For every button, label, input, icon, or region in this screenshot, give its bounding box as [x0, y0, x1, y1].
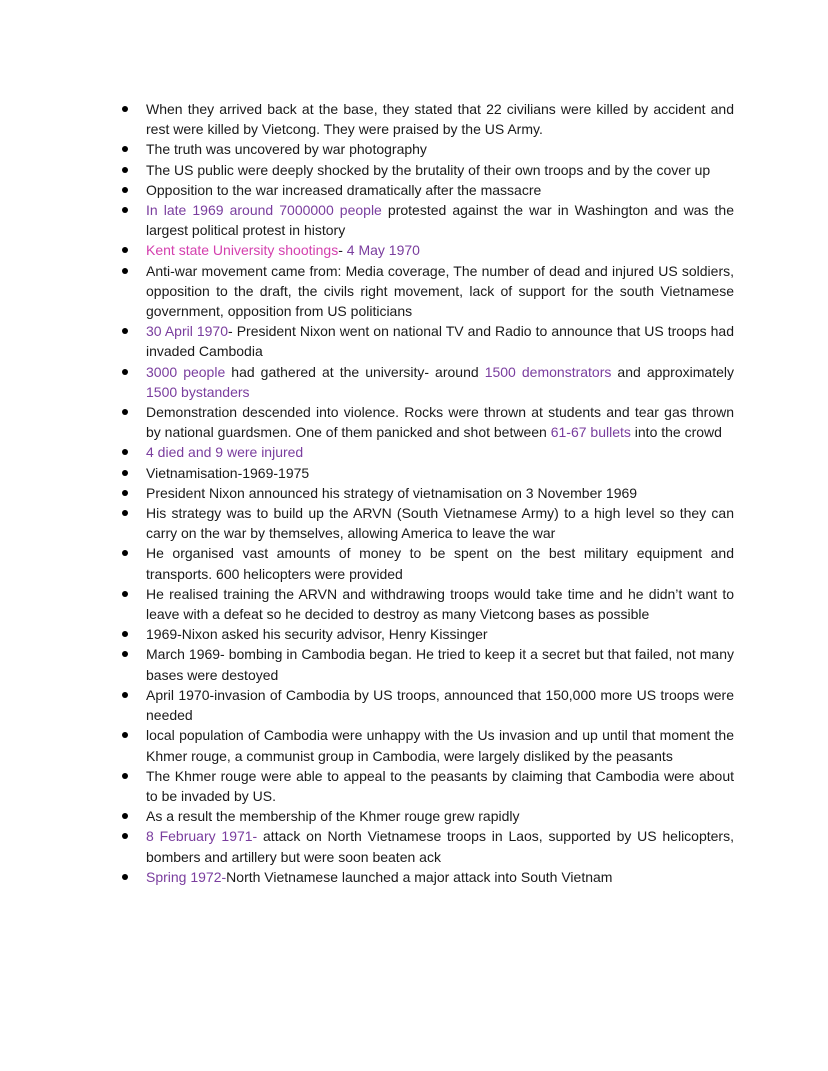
- bullet-list: [112, 99, 734, 887]
- bullet-text: into the crowd: [630, 424, 722, 441]
- bullet-item: [112, 240, 734, 260]
- bullet-text: The Khmer rouge were able to appeal to the peasants by claiming that Cambodia were about to be invaded by US.: [146, 767, 734, 804]
- bullet-item: [112, 766, 734, 806]
- highlighted-text: Kent state University shootings: [146, 242, 339, 259]
- highlighted-text: 3000 people: [146, 363, 226, 380]
- bullet-item: [112, 806, 734, 826]
- bullet-item: [112, 99, 734, 139]
- bullet-text: and approximately: [611, 363, 734, 380]
- bullet-item: [112, 624, 734, 644]
- highlighted-text: 61-67 bullets: [550, 424, 631, 441]
- bullet-item: [112, 362, 734, 402]
- bullet-text: Demonstration descended into violence. Rocks were thrown at students and tear gas thrown by national guardsmen. One of them panicked and shot between: [146, 404, 734, 441]
- bullet-text: When they arrived back at the base, they stated that 22 civilians were killed by accident and rest were killed by Vietcong. They were praised by the US Army.: [146, 101, 734, 138]
- bullet-text: 1969-Nixon asked his security advisor, Henry Kissinger: [146, 626, 488, 643]
- bullet-item: [112, 160, 734, 180]
- bullet-text: attack on North Vietnamese troops in Laos, supported by US helicopters, bombers and artillery but were soon beaten ack: [146, 828, 734, 865]
- bullet-item: [112, 463, 734, 483]
- bullet-text: local population of Cambodia were unhappy with the Us invasion and up until that moment the Khmer rouge, a communist group in Cambodia, were largely disliked by the peasants: [146, 727, 734, 764]
- bullet-text: He realised training the ARVN and withdrawing troops would take time and he didn’t want to leave with a defeat so he decided to destroy as many Vietcong bases as possible: [146, 585, 734, 623]
- bullet-text: His strategy was to build up the ARVN (South Vietnamese Army) to a high level so they can carry on the war by themselves, allowing America to leave the war: [146, 505, 734, 542]
- highlighted-text: 30 April 1970: [146, 323, 229, 340]
- bullet-text: The truth was uncovered by war photography: [146, 141, 427, 158]
- bullet-item: [112, 584, 734, 624]
- highlighted-text: In late 1969 around 7000000 people: [146, 202, 382, 219]
- bullet-item: [112, 200, 734, 240]
- bullet-item: [112, 483, 734, 503]
- bullet-item: [112, 442, 734, 462]
- bullet-text: April 1970-invasion of Cambodia by US troops, announced that 150,000 more US troops were needed: [146, 686, 734, 724]
- bullet-text: March 1969- bombing in Cambodia began. He tried to keep it a secret but that failed, not many bases were destoyed: [146, 646, 734, 683]
- bullet-text: The US public were deeply shocked by the brutality of their own troops and by the cover up: [146, 161, 711, 178]
- highlighted-text: Spring 1972-: [146, 868, 227, 885]
- bullet-text: - President Nixon went on national TV and Radio to announce that US troops had invaded Cambodia: [146, 323, 735, 360]
- bullet-item: [112, 543, 734, 583]
- bullet-item: [112, 139, 734, 159]
- bullet-item: [112, 321, 734, 361]
- highlighted-text: 4 May 1970: [346, 242, 420, 259]
- highlighted-text: 1500 demonstrators: [484, 363, 612, 380]
- bullet-text: President Nixon announced his strategy of vietnamisation on 3 November 1969: [146, 484, 638, 501]
- bullet-text: Anti-war movement came from: Media coverage, The number of dead and injured US soldiers, opposition to the draft, the civils right movement, lack of support for the south Vietnamese government, opposition from US politicians: [146, 262, 734, 320]
- bullet-text: had gathered at the university- around: [225, 363, 485, 380]
- bullet-item: [112, 180, 734, 200]
- highlighted-text: 8 February 1971-: [146, 828, 258, 845]
- bullet-text: protested against the war in Washington and was the largest political protest in history: [146, 202, 734, 239]
- bullet-text: Opposition to the war increased dramatically after the massacre: [146, 181, 542, 198]
- bullet-item: [112, 261, 734, 322]
- bullet-item: [112, 725, 734, 765]
- highlighted-text: 4 died and 9 were injured: [146, 444, 304, 461]
- bullet-item: [112, 503, 734, 543]
- highlighted-text: 1500 bystanders: [146, 383, 250, 400]
- bullet-text: -: [338, 242, 347, 259]
- bullet-item: [112, 826, 734, 866]
- bullet-item: [112, 867, 734, 887]
- bullet-text: As a result the membership of the Khmer rouge grew rapidly: [146, 808, 520, 825]
- bullet-text: Vietnamisation-1969-1975: [146, 464, 310, 481]
- bullet-text: North Vietnamese launched a major attack into South Vietnam: [226, 868, 613, 885]
- bullet-item: [112, 644, 734, 684]
- bullet-item: [112, 402, 734, 442]
- bullet-item: [112, 685, 734, 725]
- bullet-text: He organised vast amounts of money to be spent on the best military equipment and transports. 600 helicopters were provided: [146, 545, 734, 582]
